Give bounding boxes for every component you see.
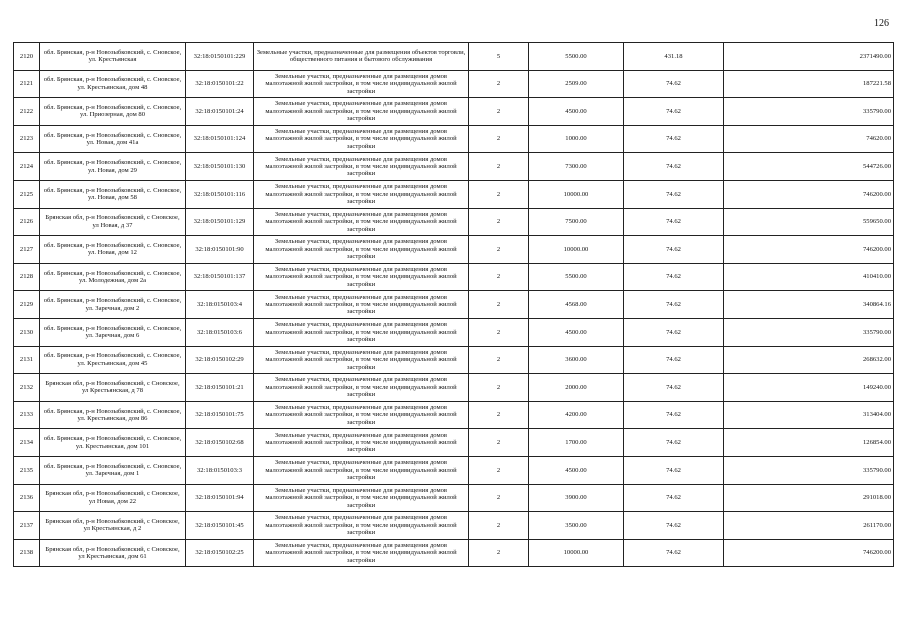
address-cell: обл. Брянская, р-н Новозыбковский, с. Сновское, ул. Приозерная, дом 80	[40, 98, 186, 126]
row-number-cell: 2121	[14, 70, 40, 98]
cadastral-number-cell: 32:18:0150103:3	[186, 456, 254, 484]
row-number-cell: 2120	[14, 43, 40, 71]
category-code-cell: 2	[469, 153, 529, 181]
table-row	[14, 484, 894, 512]
cadastral-value-cell: 74620.00	[724, 125, 894, 153]
table-row	[14, 98, 894, 126]
table-row	[14, 291, 894, 319]
specific-value-cell: 74.62	[624, 125, 724, 153]
row-number-cell: 2129	[14, 291, 40, 319]
cadastral-number-cell: 32:18:0150101:21	[186, 374, 254, 402]
cadastral-value-cell: 335790.00	[724, 456, 894, 484]
area-cell: 5500.00	[529, 263, 624, 291]
permitted-use-cell: Земельные участки, предназначенные для размещения домов малоэтажной жилой застройки, в том числе индивидуальной жилой застройки	[254, 539, 469, 567]
permitted-use-cell: Земельные участки, предназначенные для размещения домов малоэтажной жилой застройки, в том числе индивидуальной жилой застройки	[254, 98, 469, 126]
area-cell: 1700.00	[529, 429, 624, 457]
permitted-use-cell: Земельные участки, предназначенные для размещения домов малоэтажной жилой застройки, в том числе индивидуальной жилой застройки	[254, 263, 469, 291]
table-row	[14, 43, 894, 71]
permitted-use-cell: Земельные участки, предназначенные для размещения домов малоэтажной жилой застройки, в том числе индивидуальной жилой застройки	[254, 180, 469, 208]
cadastral-number-cell: 32:18:0150101:24	[186, 98, 254, 126]
permitted-use-cell: Земельные участки, предназначенные для размещения домов малоэтажной жилой застройки, в том числе индивидуальной жилой застройки	[254, 70, 469, 98]
cadastral-number-cell: 32:18:0150101:22	[186, 70, 254, 98]
address-cell: Брянская обл, р-н Новозыбковский, с Сновское, ул Крестьянская, дом 61	[40, 539, 186, 567]
table-row	[14, 318, 894, 346]
cadastral-value-cell: 544726.00	[724, 153, 894, 181]
cadastral-number-cell: 32:18:0150103:6	[186, 318, 254, 346]
permitted-use-cell: Земельные участки, предназначенные для размещения объектов торговли, общественного питания и бытового обслуживания	[254, 43, 469, 71]
cadastral-value-cell: 746200.00	[724, 539, 894, 567]
category-code-cell: 5	[469, 43, 529, 71]
specific-value-cell: 74.62	[624, 180, 724, 208]
area-cell: 5500.00	[529, 43, 624, 71]
specific-value-cell: 74.62	[624, 98, 724, 126]
cadastral-number-cell: 32:18:0150102:29	[186, 346, 254, 374]
row-number-cell: 2130	[14, 318, 40, 346]
cadastral-value-cell: 2371490.00	[724, 43, 894, 71]
area-cell: 1000.00	[529, 125, 624, 153]
table-row	[14, 512, 894, 540]
permitted-use-cell: Земельные участки, предназначенные для размещения домов малоэтажной жилой застройки, в том числе индивидуальной жилой застройки	[254, 346, 469, 374]
table-row	[14, 236, 894, 264]
cadastral-number-cell: 32:18:0150101:75	[186, 401, 254, 429]
cadastral-value-cell: 746200.00	[724, 236, 894, 264]
cadastral-value-cell: 149240.00	[724, 374, 894, 402]
cadastral-value-cell: 335790.00	[724, 98, 894, 126]
address-cell: обл. Брянская, р-н Новозыбковский, с. Сновское, ул. Крестьянская, дом 86	[40, 401, 186, 429]
address-cell: обл. Брянская, р-н Новозыбковский, с. Сновское, ул. Новая, дом 12	[40, 236, 186, 264]
cadastral-number-cell: 32:18:0150101:90	[186, 236, 254, 264]
cadastral-value-cell: 268632.00	[724, 346, 894, 374]
address-cell: Брянская обл, р-н Новозыбковский, с Сновское, ул Крестьянская, д 2	[40, 512, 186, 540]
specific-value-cell: 74.62	[624, 512, 724, 540]
permitted-use-cell: Земельные участки, предназначенные для размещения домов малоэтажной жилой застройки, в том числе индивидуальной жилой застройки	[254, 512, 469, 540]
row-number-cell: 2128	[14, 263, 40, 291]
address-cell: Брянская обл, р-н Новозыбковский, с Сновское, ул Новая, дом 22	[40, 484, 186, 512]
cadastral-value-cell: 261170.00	[724, 512, 894, 540]
table-row	[14, 539, 894, 567]
cadastral-number-cell: 32:18:0150101:124	[186, 125, 254, 153]
area-cell: 4500.00	[529, 456, 624, 484]
specific-value-cell: 74.62	[624, 484, 724, 512]
cadastral-number-cell: 32:18:0150101:229	[186, 43, 254, 71]
cadastral-number-cell: 32:18:0150101:116	[186, 180, 254, 208]
row-number-cell: 2124	[14, 153, 40, 181]
table-row	[14, 346, 894, 374]
area-cell: 4500.00	[529, 318, 624, 346]
specific-value-cell: 74.62	[624, 456, 724, 484]
category-code-cell: 2	[469, 512, 529, 540]
row-number-cell: 2132	[14, 374, 40, 402]
row-number-cell: 2137	[14, 512, 40, 540]
specific-value-cell: 74.62	[624, 153, 724, 181]
address-cell: обл. Брянская, р-н Новозыбковский, с. Сновское, ул. Заречная, дом 6	[40, 318, 186, 346]
cadastral-value-cell: 313404.00	[724, 401, 894, 429]
category-code-cell: 2	[469, 346, 529, 374]
area-cell: 7500.00	[529, 208, 624, 236]
specific-value-cell: 74.62	[624, 70, 724, 98]
category-code-cell: 2	[469, 318, 529, 346]
permitted-use-cell: Земельные участки, предназначенные для размещения домов малоэтажной жилой застройки, в том числе индивидуальной жилой застройки	[254, 374, 469, 402]
category-code-cell: 2	[469, 539, 529, 567]
area-cell: 7300.00	[529, 153, 624, 181]
cadastral-number-cell: 32:18:0150101:45	[186, 512, 254, 540]
specific-value-cell: 74.62	[624, 318, 724, 346]
row-number-cell: 2123	[14, 125, 40, 153]
specific-value-cell: 74.62	[624, 374, 724, 402]
specific-value-cell: 74.62	[624, 291, 724, 319]
area-cell: 3500.00	[529, 512, 624, 540]
cadastral-number-cell: 32:18:0150102:25	[186, 539, 254, 567]
specific-value-cell: 74.62	[624, 236, 724, 264]
row-number-cell: 2136	[14, 484, 40, 512]
row-number-cell: 2134	[14, 429, 40, 457]
cadastral-value-cell: 340864.16	[724, 291, 894, 319]
cadastral-value-cell: 335790.00	[724, 318, 894, 346]
table-row	[14, 456, 894, 484]
area-cell: 3900.00	[529, 484, 624, 512]
area-cell: 3600.00	[529, 346, 624, 374]
permitted-use-cell: Земельные участки, предназначенные для размещения домов малоэтажной жилой застройки, в том числе индивидуальной жилой застройки	[254, 153, 469, 181]
area-cell: 10000.00	[529, 539, 624, 567]
category-code-cell: 2	[469, 236, 529, 264]
address-cell: обл. Брянская, р-н Новозыбковский, с. Сновское, ул. Молодежная, дом 2а	[40, 263, 186, 291]
specific-value-cell: 74.62	[624, 263, 724, 291]
table-row	[14, 153, 894, 181]
row-number-cell: 2122	[14, 98, 40, 126]
cadastral-number-cell: 32:18:0150101:129	[186, 208, 254, 236]
page-number: 126	[874, 18, 889, 29]
address-cell: обл. Брянская, р-н Новозыбковский, с. Сновское, ул. Заречная, дом 2	[40, 291, 186, 319]
permitted-use-cell: Земельные участки, предназначенные для размещения домов малоэтажной жилой застройки, в том числе индивидуальной жилой застройки	[254, 318, 469, 346]
permitted-use-cell: Земельные участки, предназначенные для размещения домов малоэтажной жилой застройки, в том числе индивидуальной жилой застройки	[254, 125, 469, 153]
permitted-use-cell: Земельные участки, предназначенные для размещения домов малоэтажной жилой застройки, в том числе индивидуальной жилой застройки	[254, 456, 469, 484]
cadastral-value-cell: 559650.00	[724, 208, 894, 236]
category-code-cell: 2	[469, 291, 529, 319]
area-cell: 4568.00	[529, 291, 624, 319]
address-cell: обл. Брянская, р-н Новозыбковский, с. Сновское, ул. Крестьянская, дом 101	[40, 429, 186, 457]
table-body	[14, 43, 894, 567]
specific-value-cell: 74.62	[624, 401, 724, 429]
area-cell: 4200.00	[529, 401, 624, 429]
category-code-cell: 2	[469, 70, 529, 98]
category-code-cell: 2	[469, 125, 529, 153]
table-row	[14, 429, 894, 457]
permitted-use-cell: Земельные участки, предназначенные для размещения домов малоэтажной жилой застройки, в том числе индивидуальной жилой застройки	[254, 291, 469, 319]
table-row	[14, 180, 894, 208]
permitted-use-cell: Земельные участки, предназначенные для размещения домов малоэтажной жилой застройки, в том числе индивидуальной жилой застройки	[254, 484, 469, 512]
specific-value-cell: 74.62	[624, 208, 724, 236]
area-cell: 4500.00	[529, 98, 624, 126]
row-number-cell: 2138	[14, 539, 40, 567]
cadastral-number-cell: 32:18:0150101:94	[186, 484, 254, 512]
address-cell: обл. Брянская, р-н Новозыбковский, с. Сновское, ул. Крестьянская, дом 48	[40, 70, 186, 98]
permitted-use-cell: Земельные участки, предназначенные для размещения домов малоэтажной жилой застройки, в том числе индивидуальной жилой застройки	[254, 429, 469, 457]
area-cell: 10000.00	[529, 236, 624, 264]
row-number-cell: 2126	[14, 208, 40, 236]
address-cell: обл. Брянская, р-н Новозыбковский, с. Сновское, ул. Новая, дом 58	[40, 180, 186, 208]
address-cell: обл. Брянская, р-н Новозыбковский, с. Сновское, ул. Новая, дом 29	[40, 153, 186, 181]
land-valuation-table	[13, 42, 894, 567]
address-cell: обл. Брянская, р-н Новозыбковский, с. Сновское, ул. Крестьянская, дом 45	[40, 346, 186, 374]
table-row	[14, 374, 894, 402]
category-code-cell: 2	[469, 374, 529, 402]
cadastral-value-cell: 187221.58	[724, 70, 894, 98]
table-row	[14, 70, 894, 98]
row-number-cell: 2131	[14, 346, 40, 374]
category-code-cell: 2	[469, 429, 529, 457]
cadastral-value-cell: 291018.00	[724, 484, 894, 512]
specific-value-cell: 74.62	[624, 539, 724, 567]
row-number-cell: 2127	[14, 236, 40, 264]
category-code-cell: 2	[469, 180, 529, 208]
category-code-cell: 2	[469, 401, 529, 429]
area-cell: 10000.00	[529, 180, 624, 208]
table-row	[14, 263, 894, 291]
area-cell: 2509.00	[529, 70, 624, 98]
cadastral-value-cell: 746200.00	[724, 180, 894, 208]
row-number-cell: 2133	[14, 401, 40, 429]
area-cell: 2000.00	[529, 374, 624, 402]
address-cell: обл. Брянская, р-н Новозыбковский, с. Сновское, ул. Новая, дом 41а	[40, 125, 186, 153]
address-cell: обл. Брянская, р-н Новозыбковский, с. Сновское, ул. Заречная, дом 1	[40, 456, 186, 484]
specific-value-cell: 74.62	[624, 346, 724, 374]
address-cell: обл. Брянская, р-н Новозыбковский, с. Сновское, ул. Крестьянская	[40, 43, 186, 71]
category-code-cell: 2	[469, 484, 529, 512]
cadastral-number-cell: 32:18:0150102:68	[186, 429, 254, 457]
row-number-cell: 2135	[14, 456, 40, 484]
specific-value-cell: 431.18	[624, 43, 724, 71]
cadastral-value-cell: 410410.00	[724, 263, 894, 291]
table-row	[14, 401, 894, 429]
specific-value-cell: 74.62	[624, 429, 724, 457]
cadastral-number-cell: 32:18:0150101:130	[186, 153, 254, 181]
category-code-cell: 2	[469, 208, 529, 236]
category-code-cell: 2	[469, 456, 529, 484]
address-cell: Брянская обл, р-н Новозыбковский, с Сновское, ул Новая, д 37	[40, 208, 186, 236]
address-cell: Брянская обл, р-н Новозыбковский, с Сновское, ул Крестьянская, д 78	[40, 374, 186, 402]
table-row	[14, 208, 894, 236]
category-code-cell: 2	[469, 98, 529, 126]
permitted-use-cell: Земельные участки, предназначенные для размещения домов малоэтажной жилой застройки, в том числе индивидуальной жилой застройки	[254, 208, 469, 236]
permitted-use-cell: Земельные участки, предназначенные для размещения домов малоэтажной жилой застройки, в том числе индивидуальной жилой застройки	[254, 236, 469, 264]
category-code-cell: 2	[469, 263, 529, 291]
row-number-cell: 2125	[14, 180, 40, 208]
permitted-use-cell: Земельные участки, предназначенные для размещения домов малоэтажной жилой застройки, в том числе индивидуальной жилой застройки	[254, 401, 469, 429]
cadastral-number-cell: 32:18:0150101:137	[186, 263, 254, 291]
cadastral-number-cell: 32:18:0150103:4	[186, 291, 254, 319]
table-row	[14, 125, 894, 153]
cadastral-value-cell: 126854.00	[724, 429, 894, 457]
